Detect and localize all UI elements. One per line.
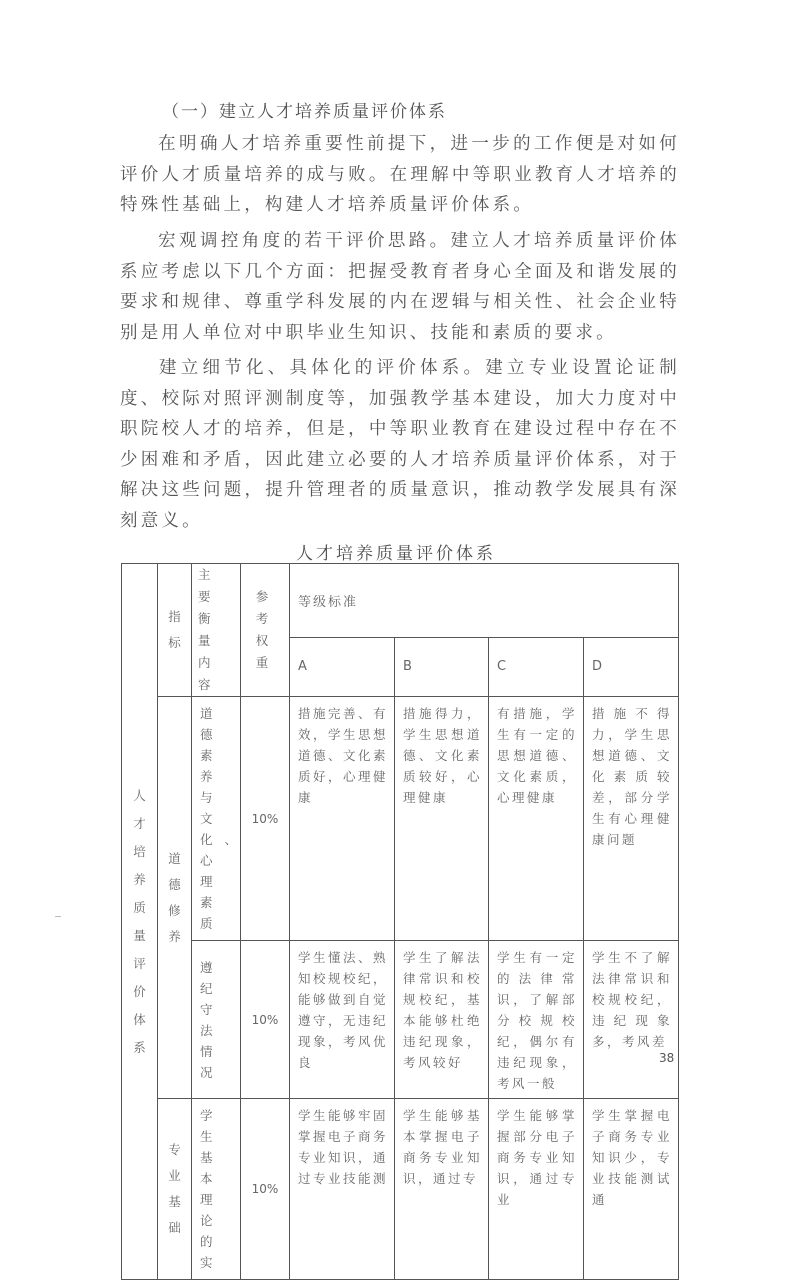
paragraph-3-text: 建立细节化、具体化的评价体系。建立专业设置论证制度、校际对照评测制度等，加强教学基本建设，加大力度对中职院校人才的培养，但是，中等职业教育在建设过程中存在不少困难和矛盾，因此建立必要的人才培养质量评价体系，对于解决这些问题，提升管理者的质量意识，推动教学发展具有深刻意义。 <box>120 358 680 531</box>
header-content-text: 主要衡量内容 <box>198 567 221 692</box>
evaluation-table <box>121 563 679 1280</box>
section-heading: （一）建立人才培养质量评价体系 <box>162 102 447 122</box>
paragraph-2-text: 宏观调控角度的若干评价思路。建立人才培养质量评价体系应考虑以下几个方面：把握受教育者身心全面及和谐发展的要求和规律、尊重学科发展的内在逻辑与相关性、社会企业特别是用人单位对中职毕业生知识、技能和素质的要求。 <box>120 231 680 343</box>
weight-cell: 10% <box>241 697 290 941</box>
grade-b-cell: 学生了解法律常识和校规校纪，基本能够杜绝违纪现象，考风较好 <box>395 941 489 1099</box>
header-row-1 <box>122 564 679 638</box>
grade-c-cell: 学生有一定的法律常识，了解部分校规校纪，偶尔有违纪现象，考风一般 <box>489 941 584 1099</box>
grade-d-cell: 措施不得力，学生思想道德、文化素质较差，部分学生有心理健康问题 <box>584 697 679 941</box>
table-row <box>122 1099 679 1280</box>
system-label-cell <box>122 564 158 1280</box>
header-indicator-text: 指标 <box>168 609 181 650</box>
grade-c-cell: 学生能够掌握部分电子商务专业知识，通过专业 <box>489 1099 584 1280</box>
header-level-d: D <box>584 637 679 696</box>
header-level-b: B <box>395 637 489 696</box>
paragraph-1-text: 在明确人才培养重要性前提下，进一步的工作便是对如何评价人才质量培养的成与败。在理解中等职业教育人才培养的特殊性基础上，构建人才培养质量评价体系。 <box>120 134 680 215</box>
margin-mark <box>55 916 61 917</box>
content-cell: 遵纪守法情况 <box>192 941 241 1099</box>
system-label: 人才培养质量评价体系 <box>133 787 146 1055</box>
indicator-cell <box>158 697 192 1099</box>
paragraph-1 <box>120 129 680 221</box>
grade-a-cell: 学生能够牢固掌握电子商务专业知识，通过专业技能测 <box>290 1099 395 1280</box>
header-weight-text: 参考权重 <box>255 589 275 670</box>
weight-cell: 10% <box>241 941 290 1099</box>
paragraph-2 <box>120 226 680 348</box>
header-level-a: A <box>290 637 395 696</box>
grade-c-cell: 有措施，学生有一定的思想道德、文化素质，心理健康 <box>489 697 584 941</box>
grade-d-cell: 学生不了解法律常识和校规校纪，违纪现象多，考风差 <box>584 941 679 1099</box>
table-row <box>122 697 679 941</box>
grade-d-cell: 学生掌握电子商务专业知识少，专业技能测试通 <box>584 1099 679 1280</box>
grade-b-cell: 措施得力，学生思想道德、文化素质较好，心理健康 <box>395 697 489 941</box>
header-indicator <box>158 564 192 697</box>
content-cell: 道德素养与文化、心理素质 <box>192 697 241 941</box>
table-title: 人才培养质量评价体系 <box>296 544 496 564</box>
page-number: 38 <box>659 1051 675 1065</box>
grade-a-cell: 学生懂法、熟知校规校纪，能够做到自觉遵守，无违纪现象，考风优良 <box>290 941 395 1099</box>
grade-a-cell: 措施完善、有效，学生思想道德、文化素质好，心理健康 <box>290 697 395 941</box>
grade-b-cell: 学生能够基本掌握电子商务专业知识，通过专 <box>395 1099 489 1280</box>
header-grade-standard: 等级标准 <box>290 564 679 638</box>
table-row <box>122 941 679 1099</box>
paragraph-3 <box>120 353 680 536</box>
header-weight <box>241 564 290 697</box>
indicator-cell <box>158 1099 192 1280</box>
header-content <box>192 564 241 697</box>
indicator-text: 道德修养 <box>168 850 181 944</box>
indicator-text: 专业基础 <box>168 1142 181 1235</box>
content-cell: 学生基本理论的实 <box>192 1099 241 1280</box>
weight-cell: 10% <box>241 1099 290 1280</box>
header-level-c: C <box>489 637 584 696</box>
